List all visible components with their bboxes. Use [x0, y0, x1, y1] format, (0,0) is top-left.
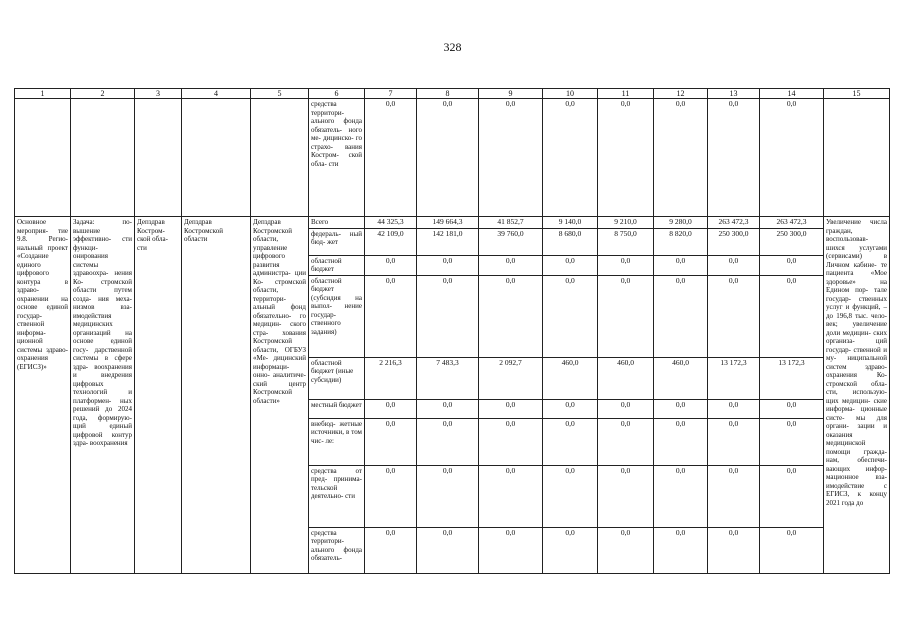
column-number: 13: [708, 89, 760, 99]
empty-cell: [182, 99, 251, 217]
amount-cell: 0,0: [598, 99, 654, 217]
amount-cell: 9 210,0: [598, 217, 654, 229]
column-number: 12: [654, 89, 708, 99]
column-number: 11: [598, 89, 654, 99]
column-number: 4: [182, 89, 251, 99]
column-number: 3: [135, 89, 182, 99]
funding-source: средства от пред- принима- тельской деятельно- сти: [309, 465, 365, 527]
amount-cell: 0,0: [708, 99, 760, 217]
amount-cell: 0,0: [654, 255, 708, 275]
funding-source: областной бюджет: [309, 255, 365, 275]
amount-cell: 460,0: [598, 357, 654, 399]
amount-cell: 2 216,3: [365, 357, 417, 399]
amount-cell: 0,0: [708, 527, 760, 573]
column-number: 6: [309, 89, 365, 99]
amount-cell: 0,0: [760, 465, 824, 527]
amount-cell: 0,0: [760, 418, 824, 465]
amount-cell: 41 852,7: [479, 217, 543, 229]
expected-result: Увеличение числа граждан, воспользовав- шихся услугами (сервисами) в Личном кабине- те пациента «Мое здоровье» на Едином пор- тале государ- ственных услуг и функций, – до 196,8 тыс. чело- век; увеличение доли медицин- ских организа- ций государ- ственной и му- ниципальной систем здраво- охранения Ко- стромской обла- сти, использую- щих медицин- ские информа- ционные систе- мы для органи- зации и оказания медицинской помощи гражда- нам, обеспечи- вающих инфор- мационное вза- имодействие с ЕГИСЗ, к концу 2021 года до: [824, 217, 890, 574]
amount-cell: 0,0: [760, 275, 824, 357]
table-row: [15, 99, 890, 217]
amount-cell: 0,0: [708, 255, 760, 275]
amount-cell: 0,0: [654, 275, 708, 357]
amount-cell: 0,0: [479, 465, 543, 527]
amount-cell: 39 760,0: [479, 228, 543, 255]
funding-source: федераль- ный бюд- жет: [309, 228, 365, 255]
amount-cell: 0,0: [708, 399, 760, 418]
amount-cell: 0,0: [417, 99, 479, 217]
amount-cell: 0,0: [654, 99, 708, 217]
funding-source: местный бюджет: [309, 399, 365, 418]
table-row: [15, 217, 890, 229]
amount-cell: 8 680,0: [543, 228, 598, 255]
amount-cell: 0,0: [479, 527, 543, 573]
amount-cell: 250 300,0: [760, 228, 824, 255]
amount-cell: 9 140,0: [543, 217, 598, 229]
amount-cell: 0,0: [365, 399, 417, 418]
empty-cell: [15, 99, 71, 217]
funding-source: Всего: [309, 217, 365, 229]
amount-cell: 0,0: [654, 399, 708, 418]
amount-cell: 0,0: [654, 418, 708, 465]
activity-name: Основное мероприя- тие 9.8. Регио- нальный проект «Создание единого цифрового контура в здраво- охранении на основе единой государ- ственной информа- ционной системы здраво- охранения (ЕГИСЗ)»: [15, 217, 71, 574]
amount-cell: 0,0: [598, 255, 654, 275]
amount-cell: 0,0: [598, 275, 654, 357]
amount-cell: 0,0: [760, 99, 824, 217]
amount-cell: 0,0: [708, 418, 760, 465]
amount-cell: 0,0: [760, 527, 824, 573]
amount-cell: 0,0: [479, 255, 543, 275]
column-number: 2: [71, 89, 135, 99]
amount-cell: 0,0: [365, 99, 417, 217]
amount-cell: 0,0: [708, 275, 760, 357]
amount-cell: 460,0: [543, 357, 598, 399]
amount-cell: 0,0: [543, 275, 598, 357]
amount-cell: 0,0: [760, 399, 824, 418]
amount-cell: 263 472,3: [760, 217, 824, 229]
amount-cell: 0,0: [598, 465, 654, 527]
amount-cell: 0,0: [598, 527, 654, 573]
amount-cell: 0,0: [543, 255, 598, 275]
amount-cell: 0,0: [598, 418, 654, 465]
funding-source: средства территори- ального фонда обязатель- ного ме- дицинско- го страхо- вания Костром- ской обла- сти: [309, 99, 365, 217]
responsible-executor: Депздрав Костромской области: [182, 217, 251, 574]
amount-cell: 44 325,3: [365, 217, 417, 229]
column-number: 14: [760, 89, 824, 99]
amount-cell: 0,0: [417, 399, 479, 418]
amount-cell: 42 109,0: [365, 228, 417, 255]
amount-cell: 460,0: [654, 357, 708, 399]
funding-source: средства территори- ального фонда обязатель-: [309, 527, 365, 573]
amount-cell: 0,0: [479, 418, 543, 465]
empty-cell: [135, 99, 182, 217]
amount-cell: 13 172,3: [708, 357, 760, 399]
column-number-row: [15, 89, 890, 99]
participants: Депздрав Костромской области, управление цифрового развития администра- ции Ко- стромской области, территори- альный фонд обязательно- го медицин- ского стра- хования Костромской области, ОГБУЗ «Ме- дицинский информаци- онно- аналитиче- ский центр Костромской области»: [251, 217, 309, 574]
amount-cell: 8 750,0: [598, 228, 654, 255]
amount-cell: 13 172,3: [760, 357, 824, 399]
amount-cell: 250 300,0: [708, 228, 760, 255]
coordinator: Депздрав Костром- ской обла- сти: [135, 217, 182, 574]
amount-cell: 2 092,7: [479, 357, 543, 399]
amount-cell: 0,0: [760, 255, 824, 275]
task-description: Задача: по- вышение эффективно- сти функци- онирования системы здравоохра- нения Ко- стромской области путем созда- ния меха- низмов вза- имодействия медицинских организаций на основе единой госу- дарственной системы в сфере здра- воохранения и внедрения цифровых технологий и платформен- ных решений до 2024 года, формирую- щий единый цифровой контур здра- воохранения: [71, 217, 135, 574]
amount-cell: 8 820,0: [654, 228, 708, 255]
funding-table: [14, 88, 890, 574]
empty-cell: [824, 99, 890, 217]
amount-cell: 149 664,3: [417, 217, 479, 229]
amount-cell: 0,0: [598, 399, 654, 418]
column-number: 9: [479, 89, 543, 99]
amount-cell: 0,0: [543, 399, 598, 418]
amount-cell: 0,0: [543, 465, 598, 527]
amount-cell: 0,0: [543, 418, 598, 465]
amount-cell: 0,0: [365, 418, 417, 465]
amount-cell: 0,0: [365, 527, 417, 573]
amount-cell: 0,0: [417, 418, 479, 465]
amount-cell: 0,0: [543, 527, 598, 573]
amount-cell: 0,0: [417, 465, 479, 527]
amount-cell: 0,0: [479, 99, 543, 217]
column-number: 5: [251, 89, 309, 99]
amount-cell: 0,0: [479, 399, 543, 418]
amount-cell: 0,0: [708, 465, 760, 527]
empty-cell: [71, 99, 135, 217]
column-number: 8: [417, 89, 479, 99]
amount-cell: 142 181,0: [417, 228, 479, 255]
column-number: 15: [824, 89, 890, 99]
funding-source: областной бюджет (иные субсидии): [309, 357, 365, 399]
amount-cell: 0,0: [543, 99, 598, 217]
empty-cell: [251, 99, 309, 217]
amount-cell: 7 483,3: [417, 357, 479, 399]
column-number: 1: [15, 89, 71, 99]
amount-cell: 9 280,0: [654, 217, 708, 229]
amount-cell: 0,0: [417, 275, 479, 357]
amount-cell: 0,0: [417, 255, 479, 275]
funding-source: внебюд- жетные источники, в том чис- ле:: [309, 418, 365, 465]
amount-cell: 0,0: [365, 255, 417, 275]
amount-cell: 0,0: [417, 527, 479, 573]
amount-cell: 0,0: [654, 465, 708, 527]
funding-source: областной бюджет (субсидия на выпол- нение государ- ственного задания): [309, 275, 365, 357]
page-number: 328: [443, 40, 462, 54]
column-number: 10: [543, 89, 598, 99]
amount-cell: 0,0: [654, 527, 708, 573]
amount-cell: 0,0: [479, 275, 543, 357]
amount-cell: 0,0: [365, 275, 417, 357]
column-number: 7: [365, 89, 417, 99]
amount-cell: 263 472,3: [708, 217, 760, 229]
amount-cell: 0,0: [365, 465, 417, 527]
